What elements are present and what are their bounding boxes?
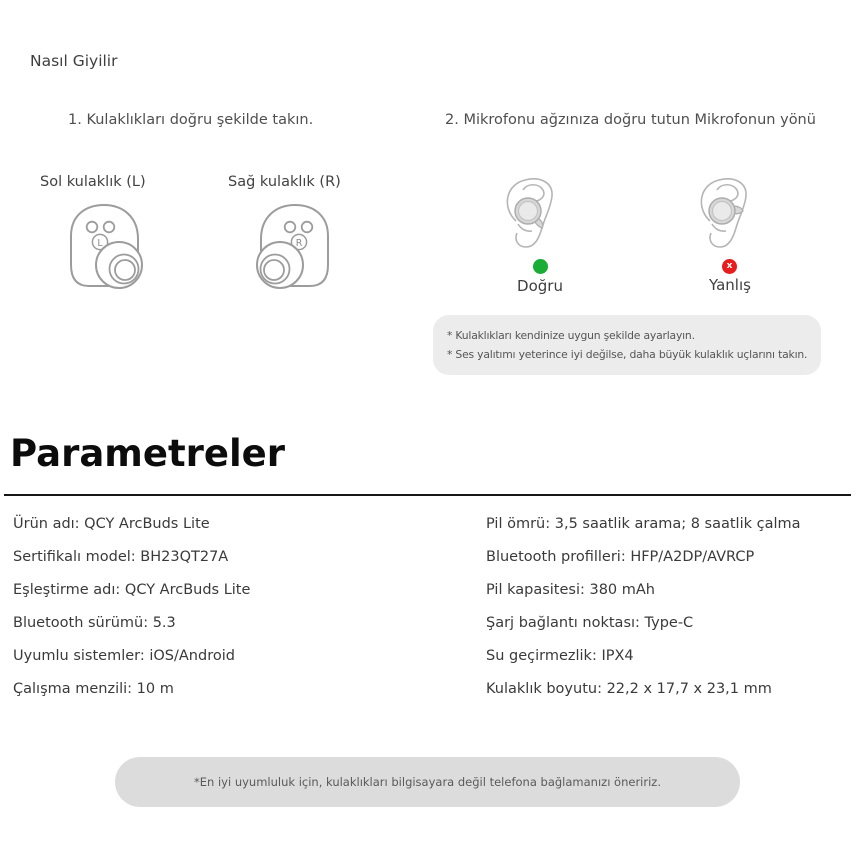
right-earbud-label: Sağ kulaklık (R) <box>228 174 341 190</box>
how-to-wear-title: Nasıl Giyilir <box>30 52 118 70</box>
left-earbud-label: Sol kulaklık (L) <box>40 174 146 190</box>
param-bt-profiles: Bluetooth profilleri: HFP/A2DP/AVRCP <box>486 549 755 565</box>
parameters-left-column <box>13 516 250 714</box>
param-earbud-size: Kulaklık boyutu: 22,2 x 17,7 x 23,1 mm <box>486 681 772 697</box>
left-earbud-letter: L <box>97 238 103 249</box>
ear-wrong-illustration <box>686 174 762 254</box>
step-1-text: 1. Kulaklıkları doğru şekilde takın. <box>68 112 314 128</box>
compatibility-note-text: *En iyi uyumluluk için, kulaklıkları bilgisayara değil telefona bağlamanızı öneririz. <box>194 775 661 789</box>
fit-note-line-1: * Kulaklıkları kendinize uygun şekilde ayarlayın. <box>447 329 695 342</box>
param-bluetooth-ver: Bluetooth sürümü: 5.3 <box>13 615 176 631</box>
fit-note-line-2: * Ses yalıtımı yeterince iyi değilse, daha büyük kulaklık uçlarını takın. <box>447 348 808 361</box>
section-divider <box>4 494 851 496</box>
param-waterproof: Su geçirmezlik: IPX4 <box>486 648 634 664</box>
correct-label: Doğru <box>517 277 563 295</box>
param-working-range: Çalışma menzili: 10 m <box>13 681 174 697</box>
left-earbud-illustration <box>58 198 153 293</box>
param-charging-port: Şarj bağlantı noktası: Type-C <box>486 615 694 631</box>
param-battery-capacity: Pil kapasitesi: 380 mAh <box>486 582 655 598</box>
ear-correct-illustration <box>492 174 568 254</box>
param-pairing-name: Eşleştirme adı: QCY ArcBuds Lite <box>13 582 251 598</box>
parameters-right-column <box>486 516 801 714</box>
param-battery-life: Pil ömrü: 3,5 saatlik arama; 8 saatlik çalma <box>486 516 801 532</box>
param-product-name: Ürün adı: QCY ArcBuds Lite <box>13 516 210 532</box>
fit-notes-box <box>433 315 821 375</box>
correct-dot-icon <box>533 259 548 274</box>
right-earbud-illustration <box>246 198 341 293</box>
wrong-label: Yanlış <box>709 276 751 294</box>
compatibility-note-box <box>115 757 740 807</box>
parameters-title: Parametreler <box>10 432 286 475</box>
param-certified-model: Sertifikalı model: BH23QT27A <box>13 549 229 565</box>
step-2-text: 2. Mikrofonu ağzınıza doğru tutun Mikrofonun yönü <box>445 112 816 128</box>
right-earbud-letter: R <box>295 238 303 249</box>
param-compatible-os: Uyumlu sistemler: iOS/Android <box>13 648 235 664</box>
wrong-x-icon: x <box>722 259 737 274</box>
